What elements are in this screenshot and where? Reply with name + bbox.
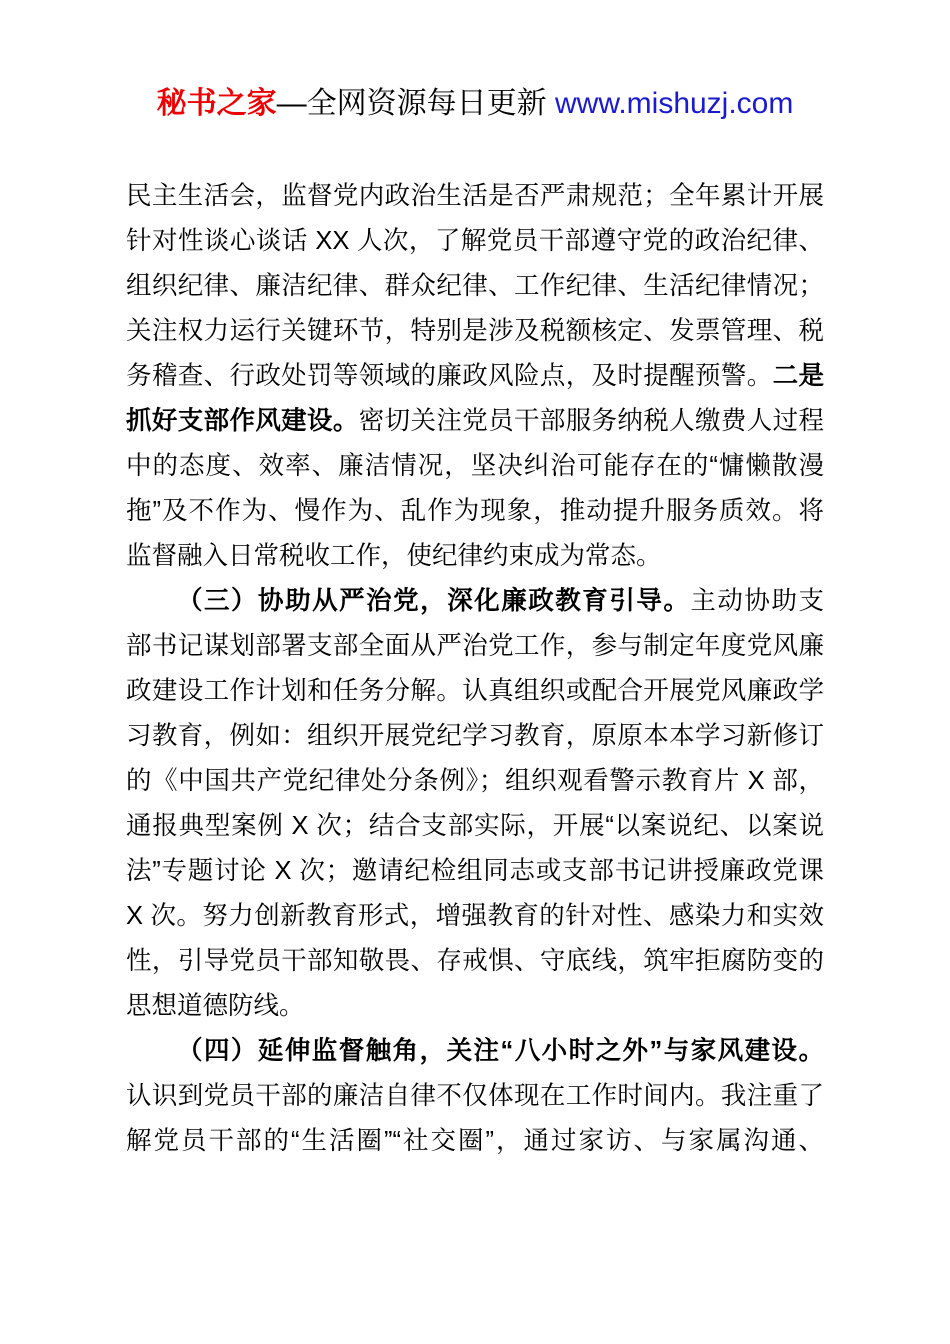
text-segment: 的《中国共产党纪律处分条例》；组织观看警示教育片 X 部，	[126, 767, 824, 795]
text-line	[126, 354, 824, 399]
text-line	[126, 984, 824, 1029]
text-line	[126, 714, 824, 759]
text-line	[126, 1074, 824, 1119]
text-line	[126, 939, 824, 984]
text-segment: 解党员干部的“生活圈”“社交圈”，通过家访、与家属沟通、	[126, 1127, 824, 1155]
text-segment: 认识到党员干部的廉洁自律不仅体现在工作时间内。我注重了	[126, 1082, 824, 1110]
text-segment: 监督融入日常税收工作，使纪律约束成为常态。	[126, 542, 662, 570]
text-line	[126, 759, 824, 804]
document-body	[126, 174, 824, 1164]
text-line	[126, 174, 824, 219]
text-segment: 关注权力运行关键环节，特别是涉及税额核定、发票管理、税	[126, 317, 824, 345]
site-tagline: 全网资源每日更新	[306, 87, 547, 120]
text-segment: 通报典型案例 X 次；结合支部实际，开展“以案说纪、以案说	[126, 812, 824, 840]
text-segment: 民主生活会，监督党内政治生活是否严肃规范；全年累计开展	[126, 182, 824, 210]
text-segment: 针对性谈心谈话 XX 人次，了解党员干部遵守党的政治纪律、	[126, 227, 824, 255]
text-segment: 习教育，例如：组织开展党纪学习教育，原原本本学习新修订	[126, 722, 824, 750]
text-segment: 政建设工作计划和任务分解。认真组织或配合开展党风廉政学	[126, 677, 824, 705]
text-line	[126, 1119, 824, 1164]
text-segment: X 次。努力创新教育形式，增强教育的针对性、感染力和实效	[126, 902, 824, 930]
site-header	[0, 84, 950, 124]
bold-text-segment: （三）协助从严治党，深化廉政教育引导。	[177, 587, 691, 615]
text-segment: 主动协助支	[690, 587, 824, 615]
paragraph	[126, 579, 824, 1029]
site-name: 秘书之家	[156, 87, 277, 120]
text-line	[126, 219, 824, 264]
text-segment: 思想道德防线。	[126, 992, 305, 1020]
text-line	[126, 399, 824, 444]
text-segment: 部书记谋划部署支部全面从严治党工作，参与制定年度党风廉	[126, 632, 824, 660]
text-segment: 法”专题讨论 X 次；邀请纪检组同志或支部书记讲授廉政党课	[126, 857, 824, 885]
text-line	[126, 1029, 824, 1074]
paragraph	[126, 1029, 824, 1164]
text-line	[126, 894, 824, 939]
text-line	[126, 579, 824, 624]
text-segment: 务稽查、行政处罚等领域的廉政风险点，及时提醒预警。	[126, 362, 773, 390]
text-segment: 中的态度、效率、廉洁情况，坚决纠治可能存在的“慵懒散漫	[126, 452, 824, 480]
text-segment: 拖”及不作为、慢作为、乱作为现象，推动提升服务质效。将	[126, 497, 824, 525]
text-line	[126, 444, 824, 489]
text-line	[126, 489, 824, 534]
text-line	[126, 849, 824, 894]
bold-text-segment: 抓好支部作风建设。	[126, 407, 359, 435]
text-segment: 组织纪律、廉洁纪律、群众纪律、工作纪律、生活纪律情况；	[126, 272, 824, 300]
bold-text-segment: （四）延伸监督触角，关注“八小时之外”与家风建设。	[177, 1037, 824, 1065]
text-segment: 密切关注党员干部服务纳税人缴费人过程	[358, 407, 824, 435]
text-line	[126, 624, 824, 669]
site-url-link[interactable]: www.mishuzj.com	[554, 87, 794, 120]
paragraph	[126, 174, 824, 579]
text-line	[126, 804, 824, 849]
header-dash: —	[276, 87, 307, 120]
text-line	[126, 669, 824, 714]
text-segment: 性，引导党员干部知敬畏、存戒惧、守底线，筑牢拒腐防变的	[126, 947, 824, 975]
text-line	[126, 534, 824, 579]
bold-text-segment: 二是	[772, 362, 824, 390]
text-line	[126, 264, 824, 309]
text-line	[126, 309, 824, 354]
